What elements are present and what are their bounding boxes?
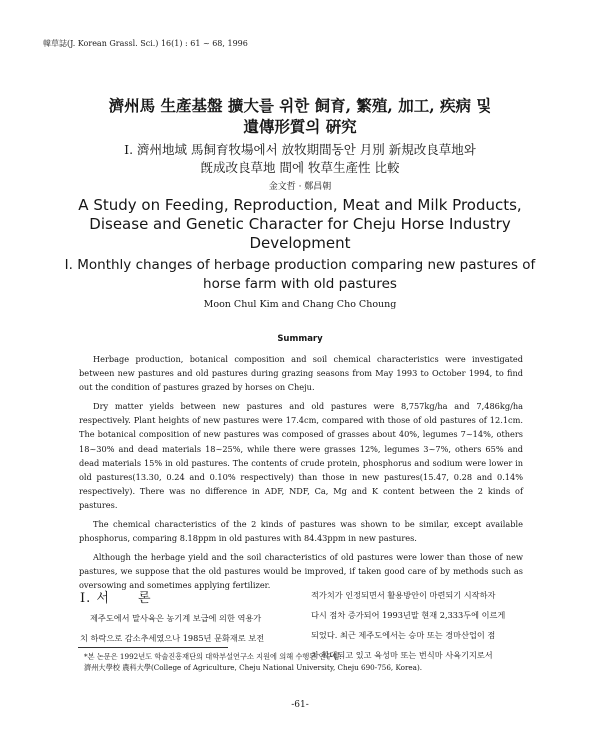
page-number: -61- — [291, 700, 309, 710]
english-subtitle-line-2: horse farm with old pastures — [203, 276, 397, 292]
footnote-funding: *본 논문은 1992년도 학술진흥재단의 대학부설연구소 지원에 의해 수행된 연구임. — [84, 652, 342, 661]
intro-left-column — [80, 608, 290, 648]
footnote-affiliation: 濟州大學校 農科大學(College of Agriculture, Cheju National University, Cheju 690-756, Korea). — [84, 663, 423, 672]
korean-authors: 金文哲 · 鄭昌朝 — [268, 182, 332, 192]
journal-citation: 韓草誌(J. Korean Grassl. Sci.) 16(1) : 61 ~ 68, 1996 — [43, 39, 248, 48]
english-title-line-1: A Study on Feeding, Reproduction, Meat and Milk Products, — [78, 196, 522, 214]
summary-paragraph: The chemical characteristics of the 2 kinds of pastures was shown to be similar, except available phosphorus, comparing 8.18ppm in old pastures with 84.43ppm in new pastures. — [79, 519, 523, 544]
intro-right-line: 적가치가 인정되면서 활용방안이 마련되기 시작하자 — [311, 590, 496, 600]
summary-paragraph: Dry matter yields between new pastures and old pastures were 8,757kg/ha and 7,486kg/ha respectively. Plant heights of new pastures were 17.4cm, compared with those of old pastures of 12.1cm. The botanical composition of new pastures was composed of grasses about 40%, legumes 7~14%, others 18~30% and dead materials 18~25%, while there were grasses 12%, legumes 3~7%, others 65% and dead materials 15% in old pastures. The contents of crude protein, phosphorus and sodium were lower in old pastures(13.30, 0.24 and 0.10% respectively) than those in new pastures(15.47, 0.28 and 0.14% respectively). There was no difference in ADF, NDF, Ca, Mg and K content between the 2 kinds of pastures. — [79, 401, 523, 510]
korean-subtitle-line-1: Ⅰ. 濟州地域 馬飼育牧場에서 放牧期間동안 月別 新規改良草地와 — [124, 142, 476, 157]
summary-paragraph: Herbage production, botanical composition and soil chemical characteristics were investigated between new pastures and old pastures during grazing seasons from May 1993 to October 1994, to find out the condition of pastures grazed by horses on Cheju. — [79, 354, 523, 393]
korean-subtitle-line-2: 旣成改良草地 間에 牧草生產性 比較 — [200, 160, 400, 175]
intro-right-column — [311, 585, 523, 665]
intro-left-line: 치 하락으로 감소추세였으나 1985년 문화재로 보전 — [80, 633, 265, 643]
summary-body — [79, 352, 523, 598]
intro-left-line: 제주도에서 말사육은 농기계 보급에 의한 역용가 — [90, 613, 262, 623]
summary-paragraph: Although the herbage yield and the soil characteristics of old pastures were lower than those of new pastures, we suppose that the old pastures would be improved, if taken good care of by methods such as oversowing and sometimes applying fertilizer. — [79, 552, 523, 591]
english-title-line-2: Disease and Genetic Character for Cheju Horse Industry — [89, 215, 511, 233]
intro-right-line: 차 확대되고 있고 육성마 또는 번식마 사육기지로서 — [311, 650, 493, 660]
english-subtitle-line-1: Ⅰ. Monthly changes of herbage production comparing new pastures of — [64, 257, 536, 273]
english-title-line-3: Development — [249, 234, 351, 252]
footnote-divider — [78, 647, 228, 648]
section-heading-introduction: Ⅰ. 서 론 — [80, 591, 152, 606]
english-authors: Moon Chul Kim and Chang Cho Choung — [203, 299, 397, 310]
korean-title-line-2: 遺傳形質의 硏究 — [243, 117, 357, 136]
korean-title-line-1: 濟州馬 生產基盤 擴大를 위한 飼育, 繁殖, 加工, 疾病 및 — [108, 96, 492, 115]
intro-right-line: 다시 점차 증가되어 1993년말 현재 2,333두에 이르게 — [311, 610, 506, 620]
summary-heading: Summary — [277, 334, 323, 344]
intro-right-line: 되었다. 최근 제주도에서는 승마 또는 경마산업이 점 — [311, 630, 496, 640]
